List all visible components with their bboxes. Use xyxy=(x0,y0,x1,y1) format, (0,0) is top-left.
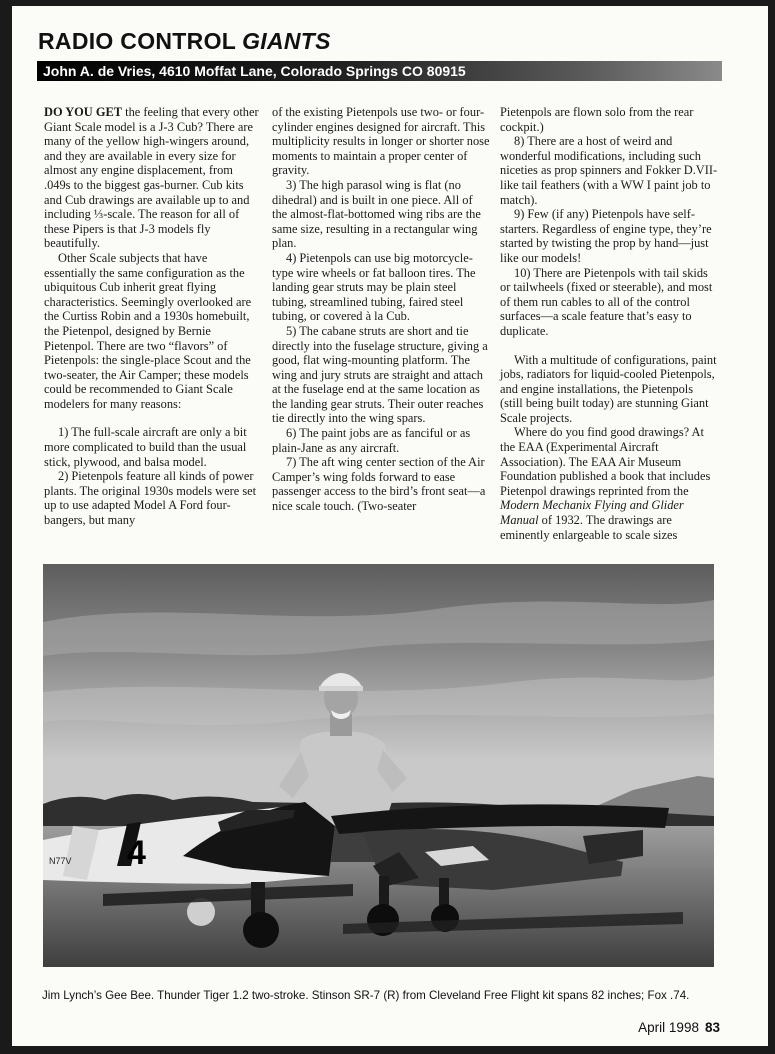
paragraph: Other Scale subjects that have essentially the same configuration as the ubiquitous Cub inherit great flying characteristics. Seemingly overlooked are the Curtiss Robin and a 1930s homebuilt, the Pietenpol, designed by Bernie Pietenpol. There are two “flavors” of Pietenpols: the single-place Scout and the two-seater, the Air Camper; these models could be recommended to Giant Scale modelers for many reasons: xyxy=(44,250,252,411)
book-title: Modern Mechanix Flying and Glider Manual xyxy=(500,498,684,528)
paragraph: 3) The high parasol wing is flat (no dihedral) and is built in one piece. All of the almost-flat-bottomed wing ribs are the same size, resulting in a rectangular wing plan. xyxy=(272,177,481,251)
page-footer xyxy=(638,1020,720,1035)
paragraph: Pietenpols are flown solo from the rear cockpit.) xyxy=(500,105,694,134)
issue-date: April 1998 xyxy=(638,1020,699,1035)
page-number: 83 xyxy=(704,1020,720,1035)
magazine-page xyxy=(12,6,768,1046)
article-column-2 xyxy=(272,105,490,514)
paragraph: 5) The cabane struts are short and tie directly into the fuselage structure, giving a good, flat wing-mounting platform. The wing and jury struts are straight and attach at the fuselage end at the same location as the landing gear struts. Their outer reaches tie directly into the wing spars. xyxy=(272,323,488,426)
paragraph: 4) Pietenpols can use big motorcycle-type wire wheels or fat balloon tires. The landing gear struts may be plain steel tubing, streamlined tubing, faired steel tubing, or covered à la Cub. xyxy=(272,250,476,324)
paragraph: 1) The full-scale aircraft are only a bit more complicated to build than the usual stick, plywood, and balsa model. xyxy=(44,425,247,469)
paragraph: 8) There are a host of weird and wonderful modifications, including such niceties as prop spinners and Fokker D.VII-like tail feathers (with a WW I paint job to match). xyxy=(500,134,718,207)
paragraph: 9) Few (if any) Pietenpols have self-starters. Regardless of engine type, they’re started by twisting the prop by hand—just like our models! xyxy=(500,207,712,265)
paragraph: 2) Pietenpols feature all kinds of power plants. The original 1930s models were set up to use adapted Model A Ford four-bangers, but many xyxy=(44,469,257,528)
race-number: 4 xyxy=(127,834,146,872)
article-column-3 xyxy=(500,105,718,542)
airplanes-photo xyxy=(43,564,714,967)
paragraph: 7) The aft wing center section of the Air Camper’s wing folds forward to ease passenger access to the bird’s front seat—a nice scale touch. (Two-seater xyxy=(272,455,486,514)
paragraph: With a multitude of configurations, paint jobs, radiators for liquid-cooled Pietenpols, and engine installations, the Pietenpols (still being built today) are stunning Giant Scale projects. xyxy=(500,352,717,425)
paragraph: DO YOU GET the feeling that every other Giant Scale model is a J-3 Cub? There are many of the yellow high-wingers around, and they are available in every size for almost any engine displacement, from .049s to the biggest gas-burner. Cub kits and Cub drawings are available up to and including ⅓-scale. The reason for all of these Pipers is that J-3 models fly beautifully. xyxy=(44,105,259,251)
article-column-1 xyxy=(44,105,262,528)
photo-caption: Jim Lynch’s Gee Bee. Thunder Tiger 1.2 two-stroke. Stinson SR-7 (R) from Cleveland Free Flight kit spans 82 inches; Fox .74. xyxy=(42,989,690,1002)
author-byline: John A. de Vries, 4610 Moffat Lane, Colorado Springs CO 80915 xyxy=(37,61,722,81)
paragraph: of the existing Pietenpols use two- or four-cylinder engines designed for aircraft. This multiplicity results in longer or shorter nose moments to maintain a proper center of gravity. xyxy=(272,105,490,178)
registration-marking: N77V xyxy=(49,856,72,866)
paragraph: Where do you find good drawings? At the EAA (Experimental Aircraft Association). The EAA Air Museum Foundation published a book that includes Pietenpol drawings reprinted from the Modern Mechanix Flying and Glider Manual of 1932. The drawings are eminently enlargeable to scale sizes xyxy=(500,425,711,542)
title-emphasis: GIANTS xyxy=(242,28,331,54)
paragraph: 10) There are Pietenpols with tail skids or tailwheels (fixed or steerable), and most of them run cables to all of the control surfaces—a scale feature that’s easy to duplicate. xyxy=(500,265,713,338)
lead-in: DO YOU GET xyxy=(44,105,123,119)
title-main: RADIO CONTROL xyxy=(38,28,237,54)
paragraph: 6) The paint jobs are as fanciful or as plain-Jane as any aircraft. xyxy=(272,426,471,455)
column-title xyxy=(38,28,331,55)
